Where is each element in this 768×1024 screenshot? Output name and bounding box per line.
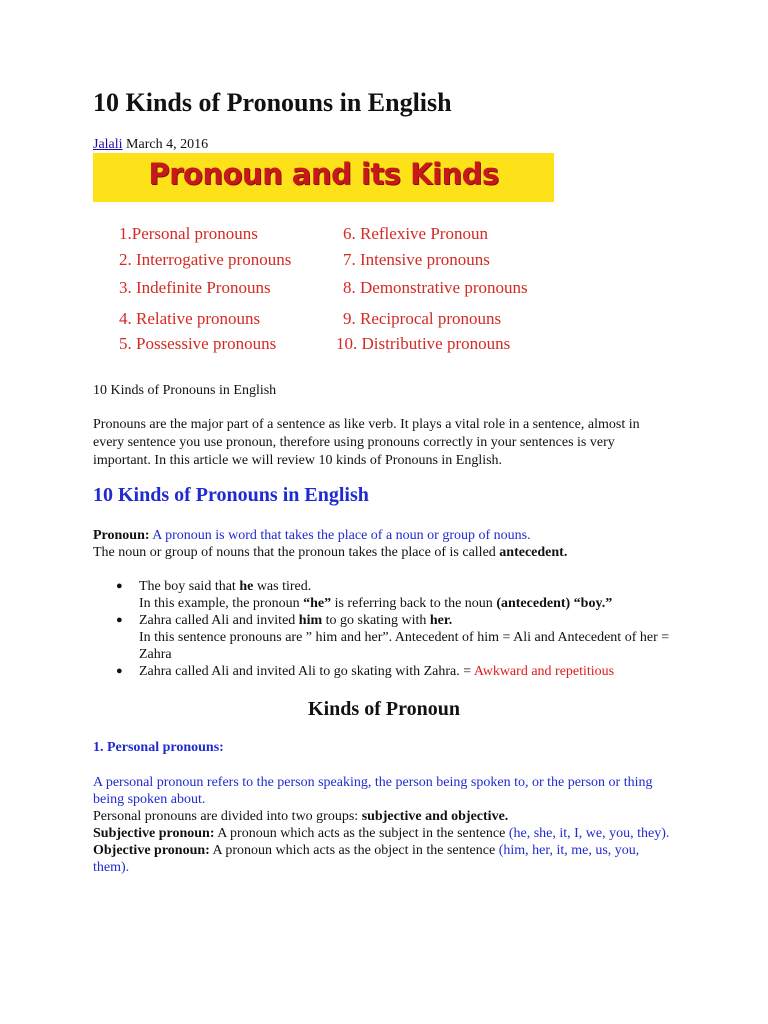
- groups-text: Personal pronouns are divided into two groups:: [93, 809, 362, 824]
- banner-item: 10. Distributive pronouns: [336, 334, 511, 353]
- groups-highlight: subjective and objective.: [361, 809, 509, 824]
- list-item: [93, 663, 693, 680]
- bullet-icon: ●: [116, 580, 123, 592]
- banner-item: 1.Personal pronouns: [119, 224, 258, 243]
- intro-paragraph: Pronouns are the major part of a sentence as like verb. It plays a vital role in a sentence, almost in every sentence you use pronoun, therefore using pronouns correctly in your sentences is very important. In this article we will review 10 kinds of Pronouns in English.: [93, 417, 640, 468]
- example-text: was tired.: [253, 579, 312, 594]
- personal-heading: 1. Personal pronouns:: [93, 740, 224, 755]
- section-heading: 10 Kinds of Pronouns in English: [93, 484, 369, 506]
- example-text: is referring back to the noun: [331, 596, 497, 611]
- byline: [93, 137, 208, 153]
- banner-item: 3. Indefinite Pronouns: [119, 278, 271, 297]
- image-caption: 10 Kinds of Pronouns in English: [93, 383, 277, 398]
- definition-block: [93, 527, 668, 561]
- example-list: [93, 578, 693, 680]
- page-title: 10 Kinds of Pronouns in English: [93, 88, 452, 117]
- antecedent-word: antecedent.: [499, 545, 568, 560]
- personal-definition: A personal pronoun refers to the person speaking, the person being spoken to, or the person or thing being spoken about.: [93, 775, 653, 807]
- banner-title: Pronoun and its Kinds: [148, 157, 499, 191]
- objective-label: Objective pronoun:: [93, 843, 210, 858]
- banner-item: 6. Reflexive Pronoun: [343, 224, 488, 243]
- bullet-icon: ●: [116, 665, 123, 677]
- subjective-label: Subjective pronoun:: [93, 826, 215, 841]
- banner-image: [93, 153, 554, 363]
- pronoun-highlight: her.: [429, 613, 453, 628]
- banner-item: 7. Intensive pronouns: [343, 250, 490, 269]
- banner-item: 4. Relative pronouns: [119, 309, 261, 328]
- personal-section: [93, 774, 678, 876]
- example-text: Zahra called Ali and invited Ali to go skating with Zahra. =: [139, 664, 474, 679]
- objective-examples: (him, her, it, me, us, you, them).: [93, 843, 640, 875]
- kinds-heading: Kinds of Pronoun: [308, 698, 460, 720]
- list-item: [93, 612, 693, 663]
- banner-item: 9. Reciprocal pronouns: [343, 309, 502, 328]
- author-link[interactable]: Jalali: [93, 137, 123, 152]
- banner-item: 5. Possessive pronouns: [119, 334, 277, 353]
- objective-text: A pronoun which acts as the object in the sentence: [209, 843, 499, 858]
- example-text: The boy said that: [139, 579, 240, 594]
- banner-item: 8. Demonstrative pronouns: [343, 278, 528, 297]
- example-text: to go skating with: [322, 613, 430, 628]
- warning-note: Awkward and repetitious: [473, 664, 615, 679]
- example-text: Zahra called Ali and invited: [139, 613, 299, 628]
- subjective-examples: (he, she, it, I, we, you, they).: [508, 826, 670, 841]
- banner-strip: [93, 153, 554, 202]
- post-date: March 4, 2016: [126, 137, 209, 152]
- pronoun-highlight: he: [239, 579, 254, 594]
- bullet-icon: ●: [116, 614, 123, 626]
- definition-label: Pronoun:: [93, 528, 150, 543]
- list-item: [93, 578, 693, 612]
- antecedent-highlight: (antecedent) “boy.”: [496, 596, 613, 611]
- definition-text: A pronoun is word that takes the place of a noun or group of nouns.: [149, 528, 531, 543]
- example-text: In this sentence pronouns are ” him and her”. Antecedent of him = Ali and Antecedent of her = Zahra: [139, 630, 670, 662]
- subjective-text: A pronoun which acts as the subject in the sentence: [214, 826, 509, 841]
- pronoun-highlight: “he”: [303, 596, 332, 611]
- pronoun-highlight: him: [298, 613, 323, 628]
- example-text: In this example, the pronoun: [139, 596, 304, 611]
- antecedent-text: The noun or group of nouns that the pronoun takes the place of is called: [93, 545, 500, 560]
- banner-item: 2. Interrogative pronouns: [119, 250, 292, 269]
